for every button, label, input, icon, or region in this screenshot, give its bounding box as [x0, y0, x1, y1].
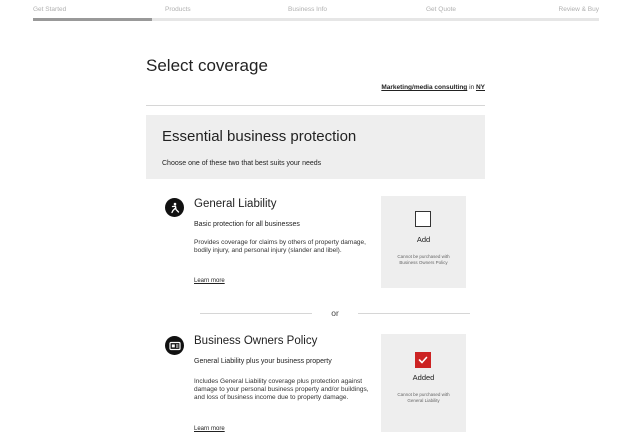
state-link[interactable]: NY	[475, 84, 485, 91]
separator-label: or	[331, 308, 339, 318]
step-get-started[interactable]: Get Started	[33, 6, 67, 13]
business-owners-add-panel[interactable]	[381, 334, 466, 432]
general-liability-description: Provides coverage for claims by others of property damage, bodily injury, and personal injury (slander and libel).	[194, 239, 366, 254]
context-joiner: in	[469, 84, 475, 91]
section-title: Essential business protection	[162, 128, 357, 145]
business-owners-description: Includes General Liability coverage plus protection against damage to your personal business property and/or buildings, and loss of business income due to property damage.	[194, 378, 369, 401]
step-products[interactable]: Products	[165, 6, 191, 13]
business-owners-subtitle: General Liability plus your business property	[194, 358, 332, 365]
checkmark-icon	[416, 353, 430, 367]
progress-fill	[33, 18, 152, 21]
business-owners-icon	[165, 336, 184, 355]
business-owners-learn-more[interactable]: Learn more	[194, 426, 225, 432]
step-business-info[interactable]: Business Info	[288, 6, 328, 13]
general-liability-add-panel[interactable]	[381, 196, 466, 288]
business-context	[381, 84, 485, 91]
liability-icon	[165, 198, 184, 217]
general-liability-note: Cannot be purchased with Business Owners Policy	[397, 254, 450, 265]
progress-steps	[33, 6, 599, 26]
step-get-quote[interactable]: Get Quote	[426, 6, 456, 13]
general-liability-add-label: Add	[416, 235, 431, 244]
industry-link[interactable]: Marketing/media consulting	[381, 84, 468, 91]
or-separator	[200, 308, 470, 318]
general-liability-title: General Liability	[194, 198, 277, 210]
progress-track	[33, 18, 599, 21]
step-review-buy[interactable]: Review & Buy	[558, 6, 599, 13]
separator-line-right	[358, 313, 470, 314]
page-title: Select coverage	[146, 56, 268, 75]
business-owners-added-label: Added	[412, 373, 435, 382]
section-banner	[146, 115, 485, 179]
general-liability-checkbox[interactable]	[415, 211, 431, 227]
business-owners-note: Cannot be purchased with General Liability	[397, 392, 450, 403]
divider	[146, 105, 485, 106]
general-liability-subtitle: Basic protection for all businesses	[194, 221, 300, 228]
business-owners-title: Business Owners Policy	[194, 335, 318, 347]
section-subtitle: Choose one of these two that best suits your needs	[162, 160, 322, 167]
general-liability-learn-more[interactable]: Learn more	[194, 278, 225, 284]
business-owners-checkbox[interactable]	[415, 352, 431, 368]
